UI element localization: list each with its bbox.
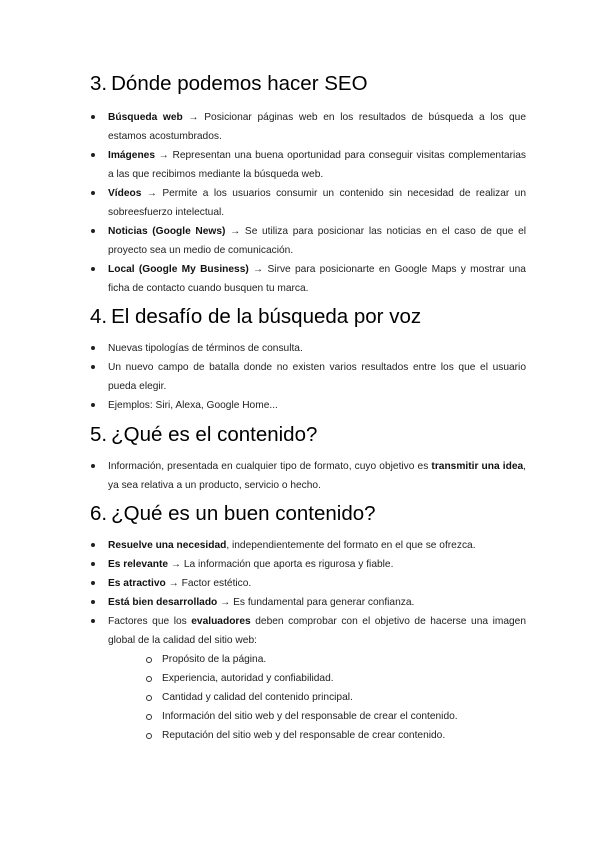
section-heading-6: 6. ¿Qué es un buen contenido? xyxy=(90,502,376,525)
section-5-list xyxy=(90,457,526,495)
document-content xyxy=(90,64,526,745)
list-item: Búsqueda web → Posicionar páginas web en los resultados de búsqueda a los que estamos acostumbrados. xyxy=(90,108,526,146)
sub-list-item: Cantidad y calidad del contenido principal. xyxy=(108,688,526,707)
list-item: Es atractivo → Factor estético. xyxy=(90,574,526,593)
sub-list-item: Información del sitio web y del responsable de crear el contenido. xyxy=(108,707,526,726)
list-item: Vídeos → Permite a los usuarios consumir un contenido sin necesidad de realizar un sobreesfuerzo intelectual. xyxy=(90,184,526,222)
section-heading-3: 3. Dónde podemos hacer SEO xyxy=(90,72,368,95)
list-item: Un nuevo campo de batalla donde no existen varios resultados entre los que el usuario pueda elegir. xyxy=(90,358,526,396)
list-item: Nuevas tipologías de términos de consulta. xyxy=(90,339,526,358)
sub-list-item: Reputación del sitio web y del responsable de crear contenido. xyxy=(108,726,526,745)
list-item: Está bien desarrollado → Es fundamental para generar confianza. xyxy=(90,593,526,612)
list-item: Local (Google My Business) → Sirve para posicionarte en Google Maps y mostrar una ficha de contacto cuando busquen tu marca. xyxy=(90,260,526,298)
sub-list-item: Propósito de la página. xyxy=(108,650,526,669)
section-heading-4: 4. El desafío de la búsqueda por voz xyxy=(90,305,422,328)
list-item: Resuelve una necesidad, independientemente del formato en el que se ofrezca. xyxy=(90,536,526,555)
sub-list xyxy=(108,650,526,745)
list-item: Ejemplos: Siri, Alexa, Google Home... xyxy=(90,396,526,415)
section-4-list xyxy=(90,339,526,415)
list-item: Información, presentada en cualquier tipo de formato, cuyo objetivo es transmitir una idea, ya sea relativa a un producto, servicio o hecho. xyxy=(90,457,526,495)
list-item: Es relevante → La información que aporta es rigurosa y fiable. xyxy=(90,555,526,574)
section-heading-5: 5. ¿Qué es el contenido? xyxy=(90,423,318,446)
list-item: Factores que los evaluadores deben comprobar con el objetivo de hacerse una imagen global de la calidad del sitio web: Propósito de la página. Experiencia, autoridad y confiabilidad. Cantidad y calidad del contenido principal. Información del sitio web y del responsable de crear el contenido. Reputación del sitio web y del responsable de crear contenido. xyxy=(90,612,526,745)
section-3-list xyxy=(90,108,526,298)
sub-list-item: Experiencia, autoridad y confiabilidad. xyxy=(108,669,526,688)
section-6-list xyxy=(90,536,526,745)
list-item: Noticias (Google News) → Se utiliza para posicionar las noticias en el caso de que el proyecto sea un medio de comunicación. xyxy=(90,222,526,260)
list-item: Imágenes → Representan una buena oportunidad para conseguir visitas complementarias a las que recibimos mediante la búsqueda web. xyxy=(90,146,526,184)
